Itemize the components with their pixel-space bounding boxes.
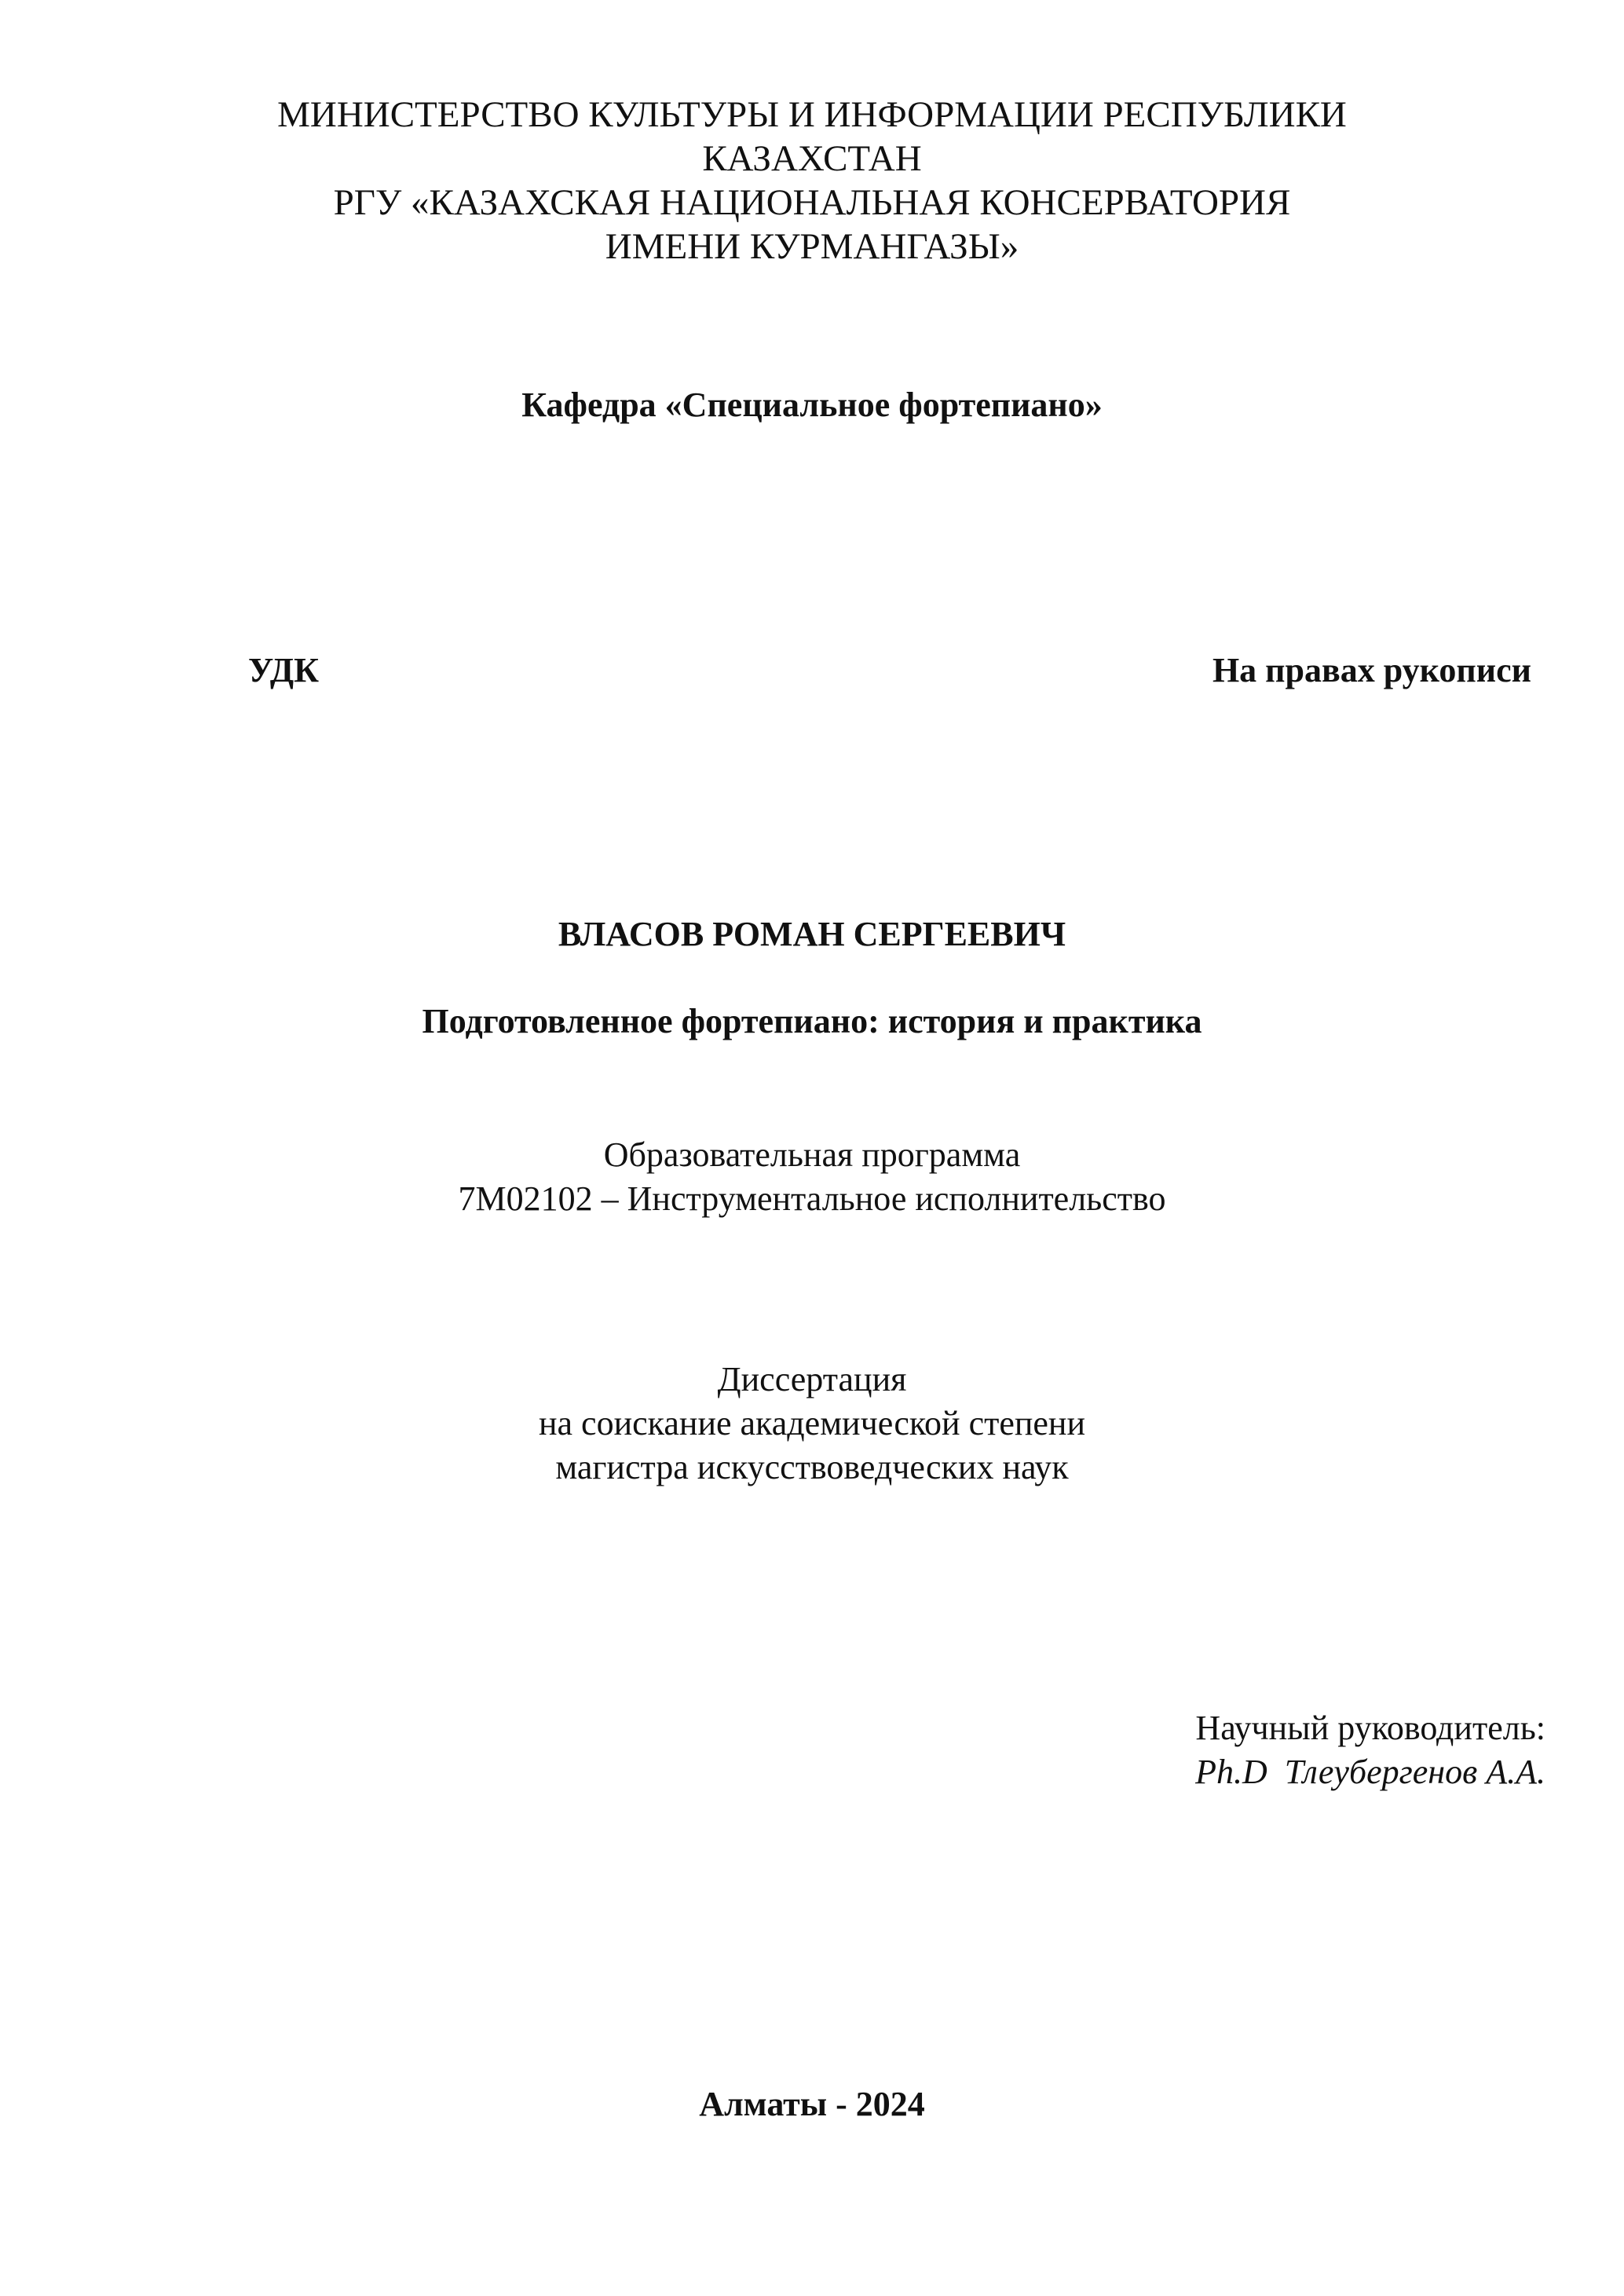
manuscript-note: На правах рукописи (1212, 651, 1531, 689)
program-line-1: Образовательная программа (603, 1135, 1021, 1174)
dissertation-line-1: Диссертация (717, 1360, 907, 1398)
ministry-header (0, 93, 1624, 269)
program-line-2: 7M02102 – Инструментальное исполнительство (458, 1179, 1166, 1218)
author-name-text: ВЛАСОВ РОМАН СЕРГЕЕВИЧ (558, 915, 1066, 953)
ministry-line-1: МИНИСТЕРСТВО КУЛЬТУРЫ И ИНФОРМАЦИИ РЕСПУБЛИКИ (277, 94, 1347, 135)
supervisor-block (1195, 1706, 1545, 1794)
department (0, 383, 1624, 427)
ministry-line-2: КАЗАХСТАН (702, 138, 922, 179)
institution-line-2: ИМЕНИ КУРМАНГАЗЫ» (605, 226, 1019, 267)
supervisor-name: Ph.D Тлеубергенов А.А. (1195, 1753, 1545, 1791)
dissertation-title (0, 1000, 1624, 1044)
udk-label: УДК (248, 651, 320, 689)
educational-program (0, 1133, 1624, 1221)
author-name (0, 912, 1624, 956)
dissertation-line-2: на соискание академической степени (538, 1404, 1086, 1442)
city-year-text: Алматы - 2024 (699, 2085, 925, 2123)
department-name: Кафедра «Специальное фортепиано» (521, 386, 1103, 424)
supervisor-label: Научный руководитель: (1195, 1709, 1545, 1747)
institution-line-1: РГУ «КАЗАХСКАЯ НАЦИОНАЛЬНАЯ КОНСЕРВАТОРИЯ (333, 182, 1291, 223)
dissertation-title-text: Подготовленное фортепиано: история и практика (422, 1002, 1202, 1040)
dissertation-type (0, 1358, 1624, 1490)
city-year (0, 2082, 1624, 2126)
dissertation-line-3: магистра искусствоведческих наук (555, 1448, 1069, 1486)
